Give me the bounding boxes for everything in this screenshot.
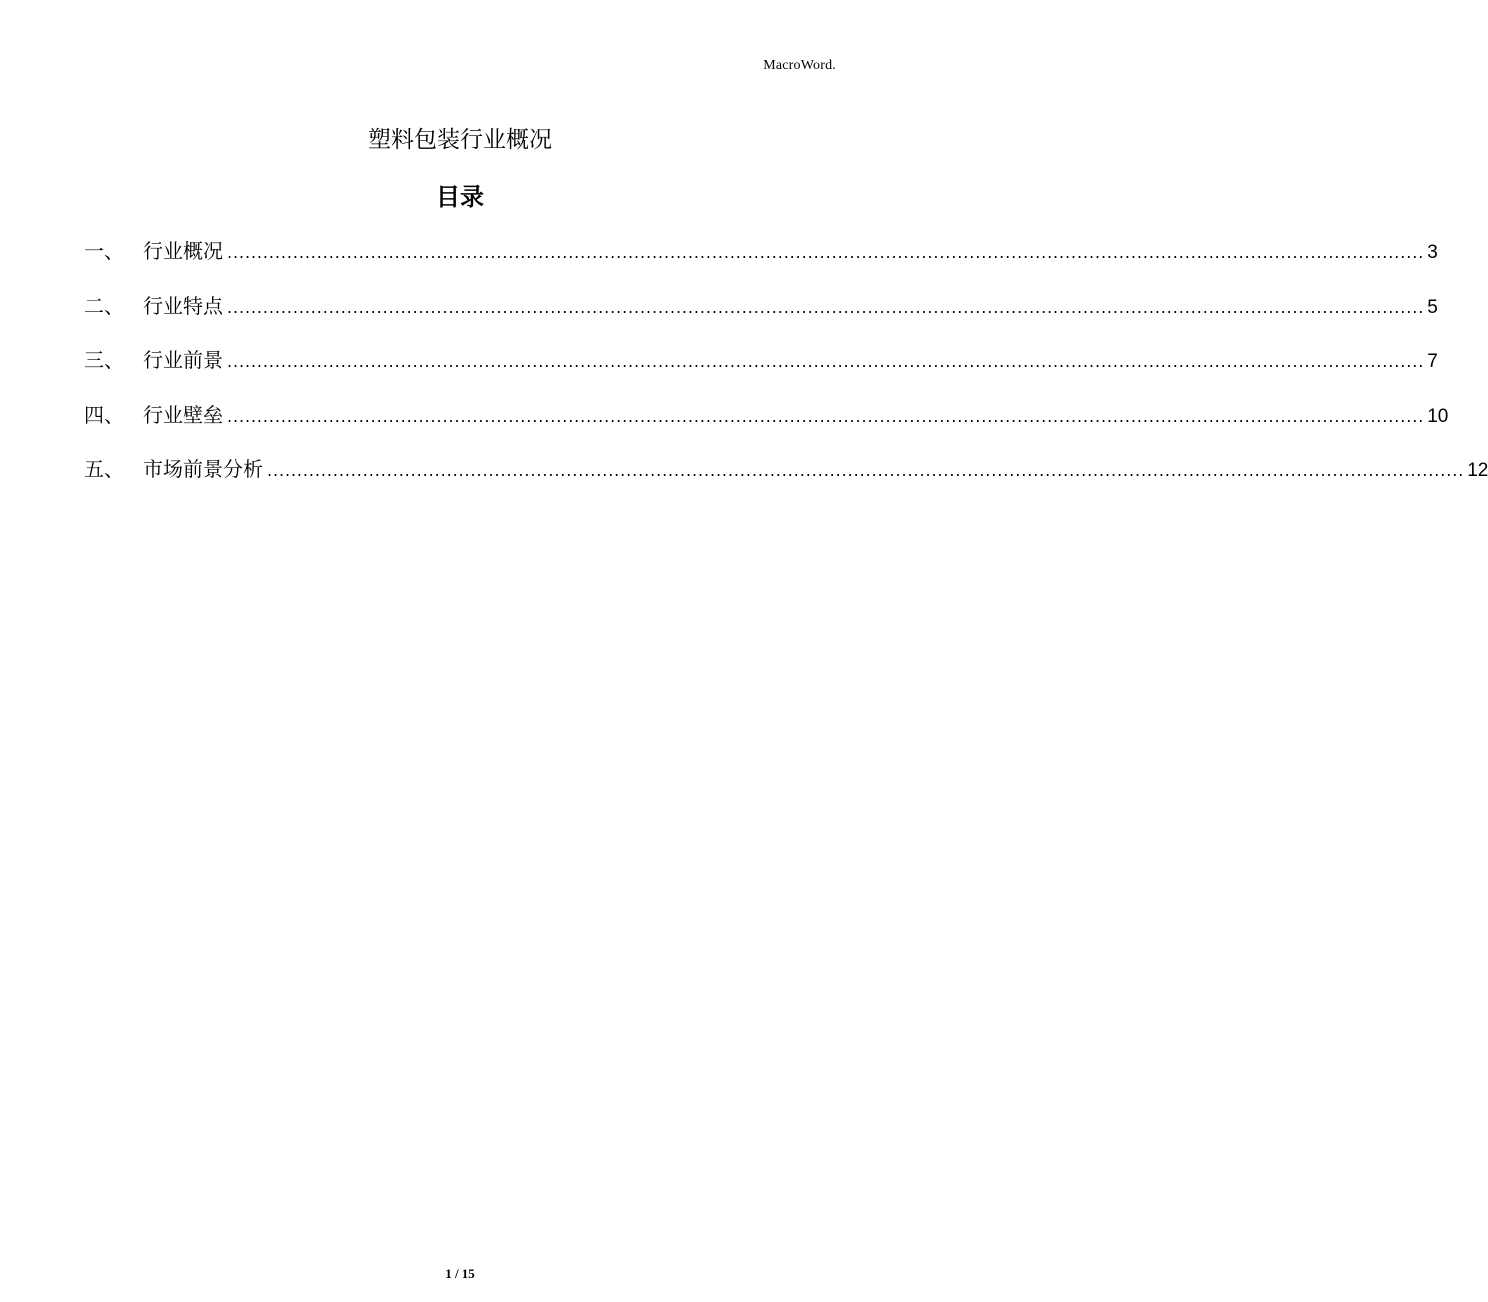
toc-heading: 目录: [436, 183, 484, 211]
toc-entry-number: 一、: [84, 239, 124, 263]
toc-entry-number: 四、: [84, 402, 124, 427]
toc-dot-leader: ........................................................................................................................................................................................................: [227, 406, 1425, 426]
toc-entry-page: 10: [1427, 405, 1449, 427]
toc-entry-number: 五、: [84, 457, 124, 481]
toc-dot-leader: ........................................................................................................................................................................................................: [227, 243, 1425, 262]
toc-dot-leader: ........................................................................................................................................................................................................: [227, 297, 1425, 317]
document-title: 塑料包装行业概况: [368, 127, 552, 153]
toc-entry-number: 三、: [84, 348, 124, 372]
header-watermark: MacroWord.: [763, 58, 836, 73]
table-of-contents: [84, 232, 1488, 505]
toc-entry[interactable]: [84, 232, 1438, 287]
toc-entry-page: 7: [1427, 351, 1438, 372]
toc-entry-label: 行业前景: [143, 348, 223, 372]
toc-entry-label: 行业概况: [143, 239, 223, 263]
toc-entry[interactable]: [84, 396, 1449, 451]
toc-entry-page: 3: [1427, 242, 1438, 263]
toc-entry[interactable]: [84, 287, 1438, 342]
toc-entry[interactable]: [84, 341, 1438, 396]
toc-entry[interactable]: [84, 450, 1488, 505]
toc-entry-label: 行业壁垒: [143, 402, 223, 427]
toc-entry-page: 5: [1427, 296, 1438, 318]
page-indicator: 1 / 15: [445, 1266, 475, 1281]
toc-entry-page: 12: [1467, 460, 1488, 481]
toc-dot-leader: ........................................................................................................................................................................................................: [267, 461, 1465, 480]
toc-dot-leader: ........................................................................................................................................................................................................: [227, 352, 1425, 371]
toc-entry-number: 二、: [84, 293, 124, 318]
toc-entry-label: 市场前景分析: [143, 457, 263, 481]
toc-entry-label: 行业特点: [143, 293, 223, 318]
